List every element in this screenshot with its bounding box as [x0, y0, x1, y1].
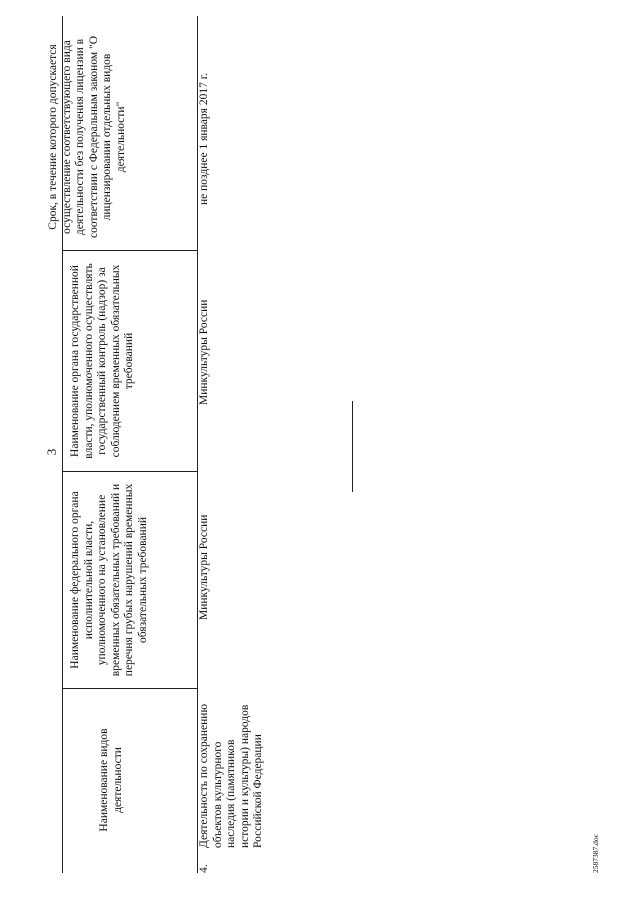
separator-line — [352, 401, 353, 492]
row-number: 4. — [198, 864, 210, 873]
header-activity-type: Наименование видов деятельности — [98, 728, 124, 832]
column-divider-3 — [62, 250, 197, 251]
column-divider-1 — [62, 688, 197, 689]
license-term-value: не позднее 1 января 2017 г. — [198, 73, 210, 205]
page-number: 3 — [44, 448, 59, 456]
document-code: 2587387.doc — [591, 834, 600, 873]
control-body-value: Минкультуры России — [198, 299, 210, 405]
federal-body-value: Минкультуры России — [198, 514, 210, 620]
column-divider-2 — [62, 471, 197, 472]
activity-description: Деятельность по сохранению объектов культурного наследия (памятников истории и культуры) народов Российской Федерации — [198, 703, 265, 848]
header-federal-body: Наименование федерального органа исполнительной власти, уполномоченного на установление временных обязательных требований и перечня грубых нарушений временных обязательных требований — [69, 483, 149, 677]
header-license-term: Срок, в течение которого допускается осуществление соответствующего вида деятельности без получения лицензии в соответствии с Федеральным законом "О лицензировании отдельных видов деятельности" — [47, 35, 127, 239]
header-control-body: Наименование органа государственной власти, уполномоченного осуществлять государственный контроль (надзор) за соблюдением временных обязательных требований — [69, 263, 136, 459]
